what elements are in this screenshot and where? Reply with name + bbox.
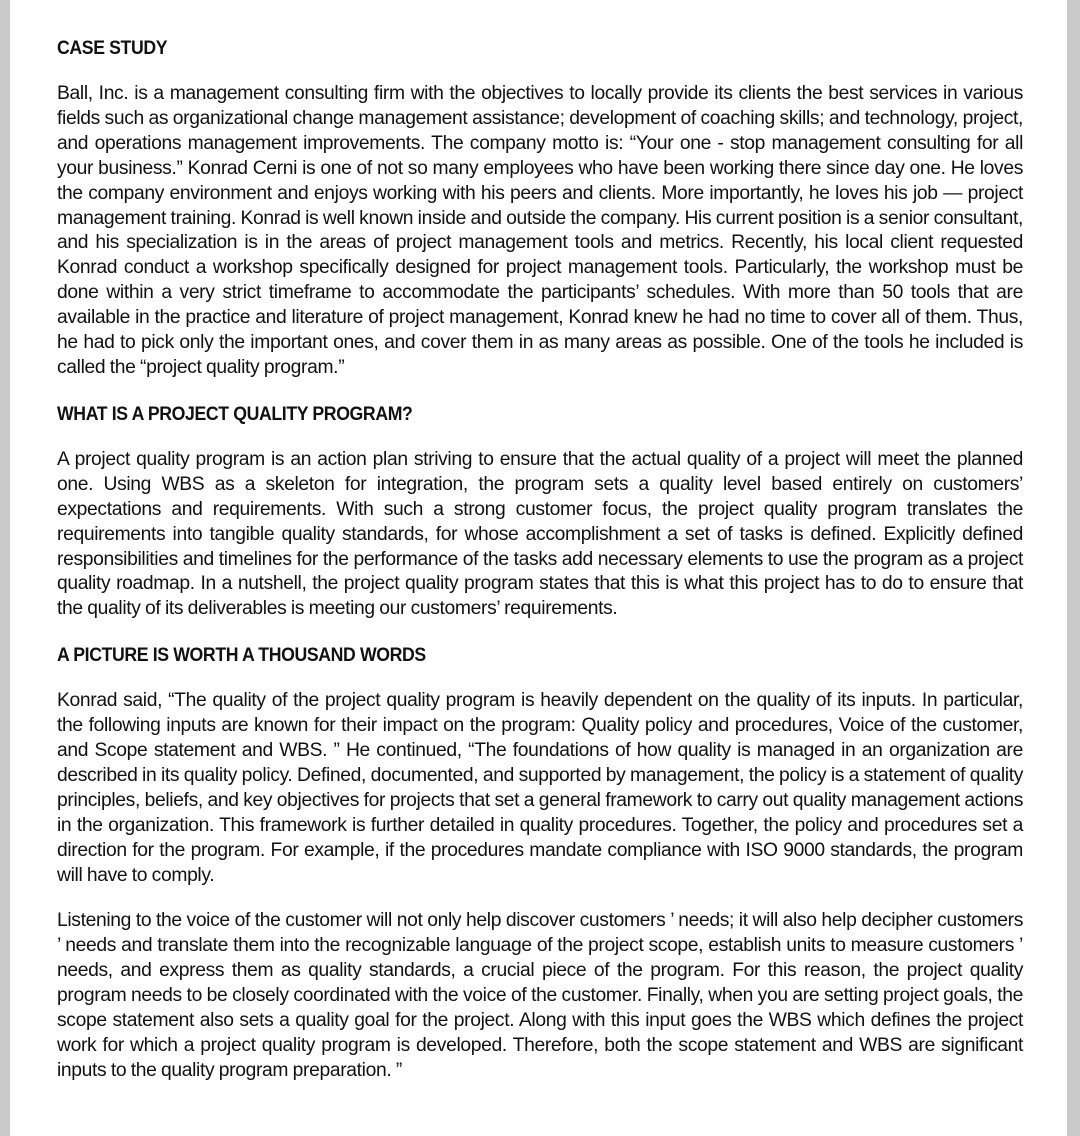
case-study-heading: CASE STUDY: [57, 38, 168, 59]
case-study-paragraph: Ball, Inc. is a management consulting firm with the objectives to locally provide its clients the best services in various fields such as organizational change management assistance; development of coaching skills; and technology, project, and operations management improvements. The company motto is: “Your one - stop management consulting for all your business.” Konrad Cerni is one of not so many employees who have been working there since day one. He loves the company environment and enjoys working with his peers and clients. More importantly, he loves his job — project management training. Konrad is well known inside and outside the company. His current position is a senior consultant, and his specialization is in the areas of project management tools and metrics. Recently, his local client requested Konrad conduct a workshop specifically designed for project management tools. Particularly, the workshop must be done within a very strict timeframe to accommodate the participants’ schedules. With more than 50 tools that are available in the practice and literature of project management, Konrad knew he had no time to cover all of them. Thus, he had to pick only the important ones, and cover them in as many areas as possible. One of the tools he included is called the “project quality program.”: [57, 83, 1023, 378]
picture-worth-heading: A PICTURE IS WORTH A THOUSAND WORDS: [57, 645, 426, 667]
project-quality-program-heading: WHAT IS A PROJECT QUALITY PROGRAM?: [57, 403, 413, 425]
voice-of-customer-paragraph: Listening to the voice of the customer will not only help discover customers ’ needs; it will also help decipher customers ’ needs and translate them into the recognizable language of the project scope, establish units to measure customers ’ needs, and express them as quality standards, a crucial piece of the program. For this reason, the project quality program needs to be closely coordinated with the voice of the customer. Finally, when you are setting project goals, the scope statement also sets a quality goal for the project. Along with this input goes the WBS which defines the project work for which a project quality program is developed. Therefore, both the scope statement and WBS are significant inputs to the quality program preparation. ”: [57, 910, 1023, 1081]
project-quality-program-paragraph: A project quality program is an action plan striving to ensure that the actual quality of a project will meet the planned one. Using WBS as a skeleton for integration, the program sets a quality level based entirely on customers’ expectations and requirements. With such a strong customer focus, the project quality program translates the requirements into tangible quality standards, for whose accomplishment a set of tasks is defined. Explicitly defined responsibilities and timelines for the performance of the tasks add necessary elements to use the program as a project quality roadmap. In a nutshell, the project quality program states that this is what this project has to do to ensure that the quality of its deliverables is meeting our customers’ requirements.: [57, 448, 1023, 620]
document-page: [10, 0, 1067, 1136]
inputs-paragraph: Konrad said, “The quality of the project quality program is heavily dependent on the quality of its inputs. In particular, the following inputs are known for their impact on the program: Quality policy and procedures, Voice of the customer, and Scope statement and WBS. ” He continued, “The foundations of how quality is managed in an organization are described in its quality policy. Defined, documented, and supported by management, the policy is a statement of quality principles, beliefs, and key objectives for projects that set a general framework to carry out quality management actions in the organization. This framework is further detailed in quality procedures. Together, the policy and procedures set a direction for the program. For example, if the procedures mandate compliance with ISO 9000 standards, the program will have to comply.: [57, 690, 1023, 886]
